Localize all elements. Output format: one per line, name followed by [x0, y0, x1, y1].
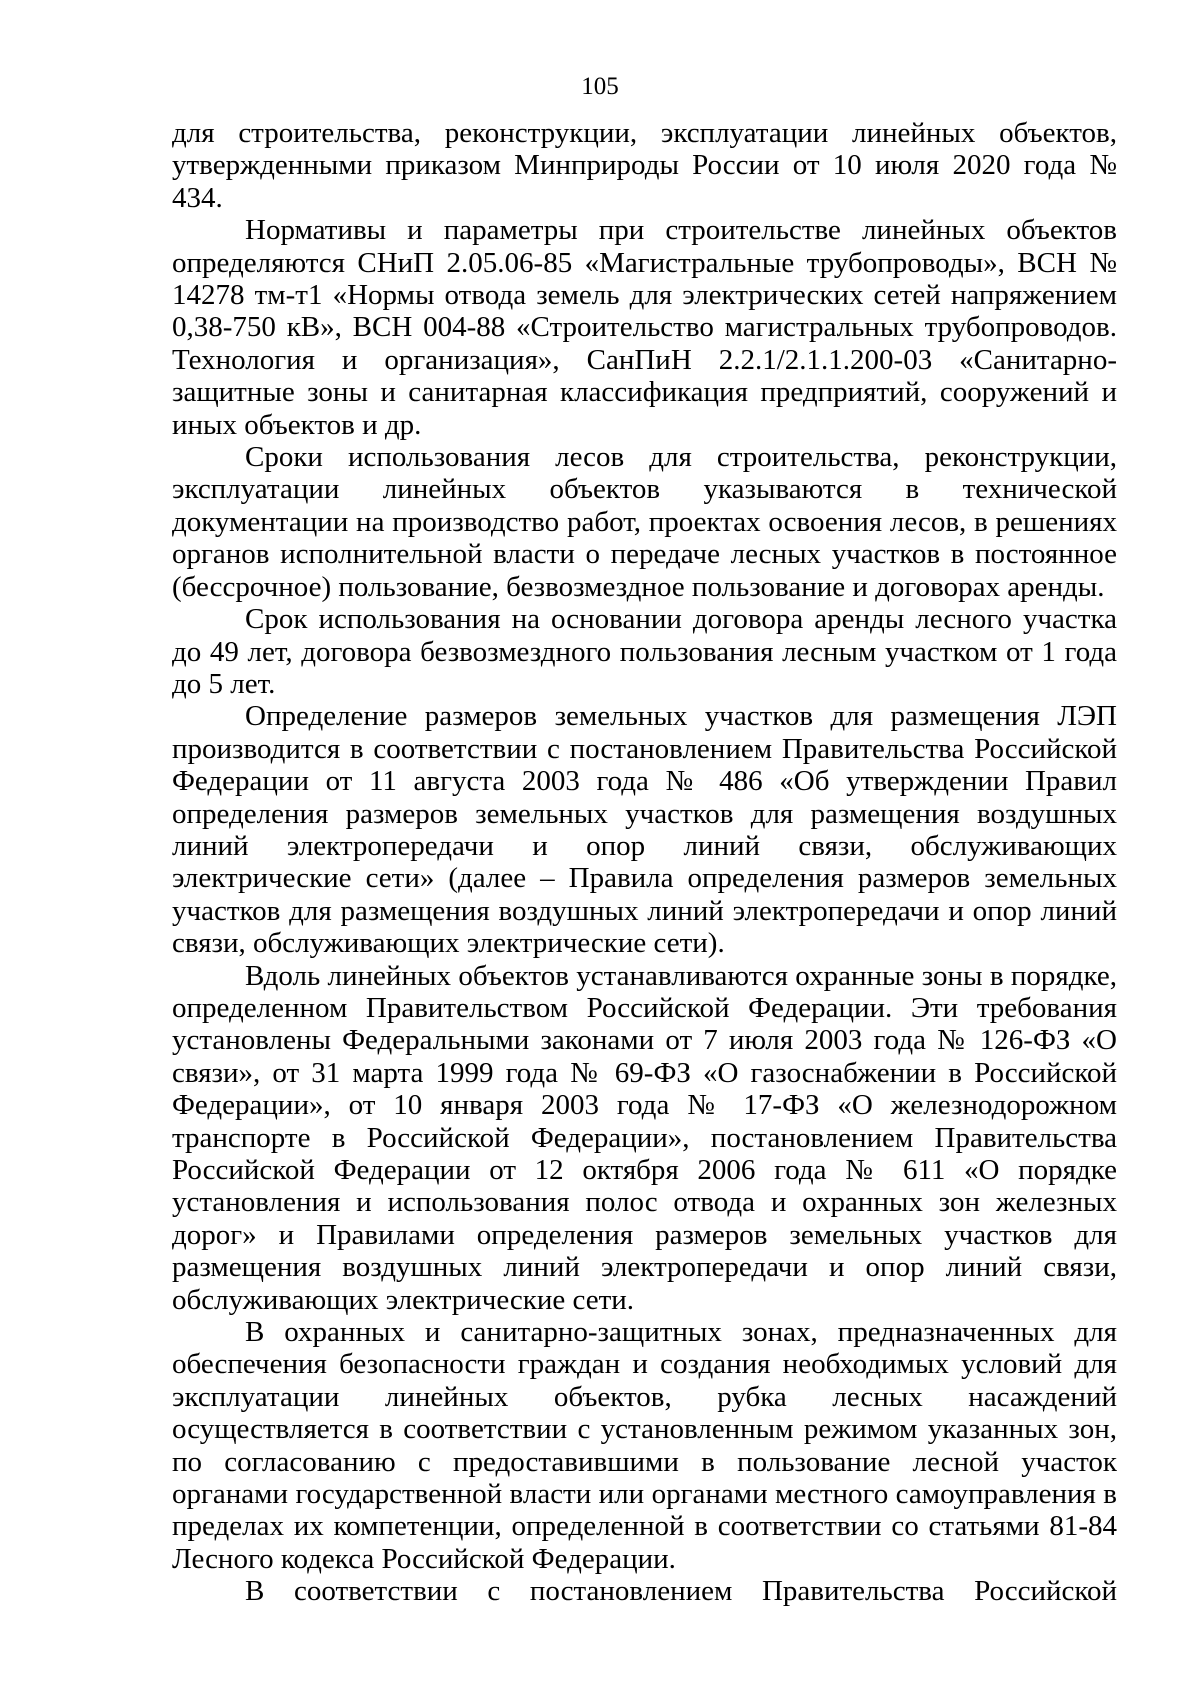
paragraph-power-line-plots: Определение размеров земельных участков для размещения ЛЭП производится в соответствии с постановлением Правительства Российской Федерации от 11 августа 2003 года № 486 «Об утверждении Правил определения размеров земельных участков для размещения воздушных линий электропередачи и опор линий связи, обслуживающих электрические сети» (далее – Правила определения размеров земельных участков для размещения воздушных линий электропередачи и опор линий связи, обслуживающих электрические сети). — [172, 700, 1117, 960]
paragraph-forest-use-terms: Сроки использования лесов для строительства, реконструкции, эксплуатации линейных объектов указываются в технической документации на производство работ, проектах освоения лесов, в решениях органов исполнительной власти о передаче лесных участков в постоянное (бессрочное) пользование, безвозмездное пользование и договорах аренды. — [172, 441, 1117, 603]
body-text — [172, 117, 1117, 1608]
paragraph-continues-next-page: В соответствии с постановлением Правительства Российской — [245, 1575, 1117, 1608]
paragraph-continuation: для строительства, реконструкции, эксплуатации линейных объектов, утвержденными приказом Минприроды России от 10 июля 2020 года № 434. — [172, 117, 1117, 214]
paragraph-protection-zones: Вдоль линейных объектов устанавливаются охранные зоны в порядке, определенном Правительством Российской Федерации. Эти требования установлены Федеральными законами от 7 июля 2003 года № 126-ФЗ «О связи», от 31 марта 1999 года № 69-ФЗ «О газоснабжении в Российской Федерации», от 10 января 2003 года № 17-ФЗ «О железнодорожном транспорте в Российской Федерации», постановлением Правительства Российской Федерации от 12 октября 2006 года № 611 «О порядке установления и использования полос отвода и охранных зон железных дорог» и Правилами определения размеров земельных участков для размещения воздушных линий электропередачи и опор линий связи, обслуживающих электрические сети. — [172, 959, 1117, 1316]
paragraph-lease-term: Срок использования на основании договора аренды лесного участка до 49 лет, договора безвозмездного пользования лесным участком от 1 года до 5 лет. — [172, 603, 1117, 700]
paragraph-logging-in-zones: В охранных и санитарно-защитных зонах, предназначенных для обеспечения безопасности граждан и создания необходимых условий для эксплуатации линейных объектов, рубка лесных насаждений осуществляется в соответствии с установленным режимом указанных зон, по согласованию с предоставившими в пользование лесной участок органами государственной власти или органами местного самоуправления в пределах их компетенции, определенной в соответствии со статьями 81-84 Лесного кодекса Российской Федерации. — [172, 1316, 1117, 1575]
paragraph-standards: Нормативы и параметры при строительстве линейных объектов определяются СНиП 2.05.06-85 «Магистральные трубопроводы», ВСН № 14278 тм-т1 «Нормы отвода земель для электрических сетей напряжением 0,38-750 кВ», ВСН 004-88 «Строительство магистральных трубопроводов. Технология и организация», СанПиН 2.2.1/2.1.1.200-03 «Санитарно-защитные зоны и санитарная классификация предприятий, сооружений и иных объектов и др. — [172, 214, 1117, 441]
page-number: 105 — [581, 73, 619, 100]
